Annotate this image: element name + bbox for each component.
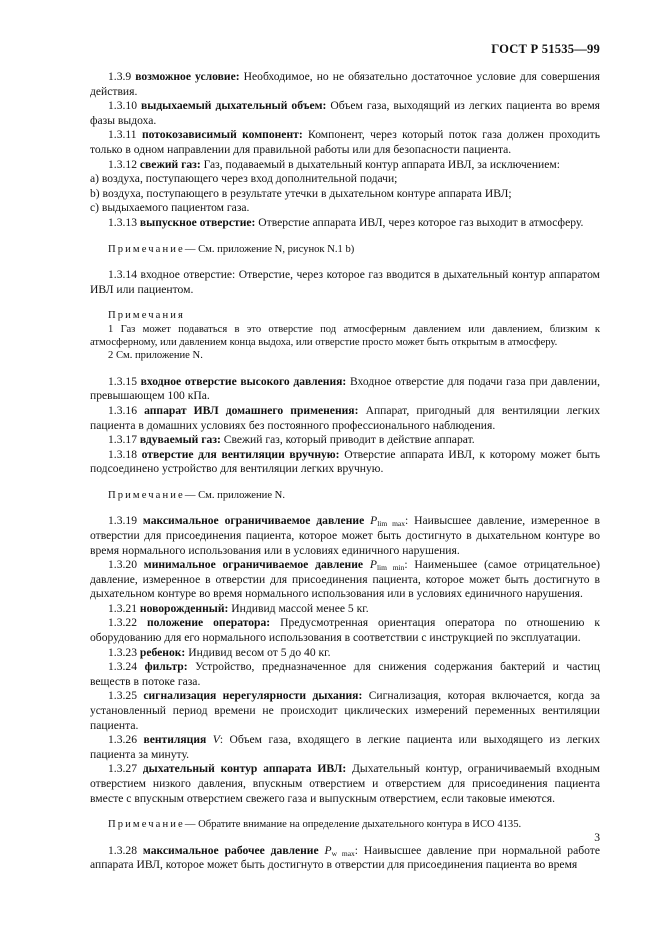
definition-1-3-23: 1.3.23 ребенок: Индивид весом от 5 до 40 кг. (108, 645, 331, 659)
term: ребенок: (139, 645, 186, 659)
term: вентиляция (143, 733, 207, 747)
term: дыхательный контур аппарата ИВЛ: (142, 762, 347, 776)
document-body (90, 70, 600, 873)
note-3: Примечание— См. приложение N. (108, 489, 285, 501)
definition-1-3-20: 1.3.20 минимальное ограничиваемое давление $P_{lim min}$: Наименьшее (самое отрицательное) давление, измеренное в отверстии для присоединения пациента, которое может быть достигнуто в дыхательном контуре во время нормального использования или в условиях единичного нарушения. (90, 558, 600, 601)
definition-1-3-28: 1.3.28 максимальное рабочее давление $P_{w max}$: Наивысшее давление при нормальной работе аппарата ИВЛ, которое может быть достигнуто в отверстии для присоединения пациента во время (90, 843, 600, 872)
definition-1-3-16: 1.3.16 аппарат ИВЛ домашнего применения: Аппарат, пригодный для вентиляции легких пациента в домашних условиях без постоянного профессионального наблюдения. (90, 403, 601, 432)
term: выпускное отверстие: (139, 215, 256, 229)
list-item: а) воздуха, поступающего через вход дополнительной подачи; (90, 172, 398, 186)
definition-1-3-21: 1.3.21 новорожденный: Индивид массой менее 5 кг. (108, 601, 369, 615)
note-2-item: 2 См. приложение N. (108, 350, 203, 362)
symbol: P (370, 514, 378, 528)
definition-1-3-10: 1.3.10 выдыхаемый дыхательный объем: Объем газа, выходящий из легких пациента во время фазы выдоха. (90, 99, 600, 127)
definition-1-3-15: 1.3.15 входное отверстие высокого давления: Входное отверстие для подачи газа при давлении, превышающем 100 кПа. (90, 374, 600, 403)
term: выдыхаемый дыхательный объем: (141, 99, 327, 113)
term: отверстие для вентиляции вручную: (141, 447, 340, 461)
definition-1-3-9: 1.3.9 возможное условие: Необходимое, но не обязательно достаточное условие для совершения действия. (90, 70, 601, 98)
definition-1-3-17: 1.3.17 вдуваемый газ: Свежий газ, который приводит в действие аппарат. (108, 433, 475, 447)
list-item: с) выдыхаемого пациентом газа. (90, 201, 250, 215)
definition-1-3-24: 1.3.24 фильтр: Устройство, предназначенное для снижения содержания бактерий и частиц веществ в потоке газа. (90, 660, 601, 688)
term: свежий газ: (139, 157, 201, 171)
definition-1-3-25: 1.3.25 сигнализация нерегулярности дыхания: Сигнализация, которая включается, когда за установленный период времени не происходит циклических измерений переменных вентиляции пациента. (90, 689, 600, 732)
term: минимальное ограничиваемое давление (143, 558, 364, 572)
definition-1-3-27: 1.3.27 дыхательный контур аппарата ИВЛ: Дыхательный контур, ограничиваемый входным отверстием низкого давления, впускным отверстием и отверстием для присоединения пациента вместе с впускным отверстием свежего газа и выпускным отверстием, если таковые имеются. (90, 762, 601, 805)
symbol: V (212, 733, 220, 747)
note-label: Примечание (108, 489, 185, 501)
term: потокозависимый компонент: (141, 128, 303, 142)
definition-1-3-12: 1.3.12 свежий газ: Газ, подаваемый в дыхательный контур аппарата ИВЛ, за исключением: (108, 157, 560, 171)
definition-1-3-22: 1.3.22 положение оператора: Предусмотренная ориентация оператора по отношению к оборудованию для его нормального использования в соответствии с инструкцией по эксплуатации. (90, 616, 601, 645)
list-item: b) воздуха, поступающего в результате утечки в дыхательном контуре аппарата ИВЛ; (90, 186, 512, 200)
symbol: P (324, 843, 332, 857)
definition-1-3-14: 1.3.14 входное отверстие: Отверстие, через которое газ вводится в дыхательный контур аппаратом ИВЛ или пациентом. (90, 267, 600, 296)
note-label: Примечание (108, 819, 185, 831)
page-number: 3 (594, 831, 600, 844)
definition-1-3-19: 1.3.19 максимальное ограничиваемое давление $P_{lim max}$: Наивысшее давление, измеренное в отверстии для присоединения пациента, которое может быть достигнуто в дыхательном контуре во время нормального использования или в условиях единичного нарушения. (90, 514, 600, 557)
standard-code: ГОСТ Р 51535—99 (491, 42, 600, 56)
note-2-item: 1 Газ может подаваться в это отверстие под атмосферным давлением или давлением, близким к атмосферному, или давлением конца выдоха, или отверстие просто может быть открытым в атмосферу. (90, 323, 600, 348)
note-label: Примечание (108, 243, 185, 255)
term: положение оператора: (146, 616, 271, 630)
symbol: P (369, 558, 377, 572)
term: вдуваемый газ: (139, 433, 221, 447)
term: входное отверстие высокого давления: (140, 374, 347, 388)
term: максимальное ограничиваемое давление (142, 514, 365, 528)
note-2-label: Примечания (108, 310, 185, 322)
term: сигнализация нерегулярности дыхания: (143, 689, 363, 703)
note-1: Примечание— См. приложение N, рисунок N.1 b) (108, 243, 355, 255)
definition-1-3-13: 1.3.13 выпускное отверстие: Отверстие аппарата ИВЛ, через которое газ выходит в атмосферу. (108, 215, 584, 229)
term: возможное условие: (135, 70, 240, 83)
term: аппарат ИВЛ домашнего применения: (144, 403, 359, 417)
definition-1-3-11: 1.3.11 потокозависимый компонент: Компонент, через который поток газа должен проходить только в одном направлении для правильной работы или для безопасности пациента. (90, 128, 600, 156)
note-4: Примечание— Обратите внимание на определение дыхательного контура в ИСО 4135. (108, 819, 522, 831)
definition-1-3-26: 1.3.26 вентиляция V: Объем газа, входящего в легкие пациента или выходящего из легких пациента за минуту. (90, 733, 600, 761)
term: новорожденный: (139, 601, 229, 615)
definition-1-3-18: 1.3.18 отверстие для вентиляции вручную: Отверстие аппарата ИВЛ, к которому может быть подсоединено устройство для вентиляции легких вручную. (90, 447, 600, 476)
term: максимальное рабочее давление (142, 843, 319, 857)
term: фильтр: (144, 660, 188, 674)
